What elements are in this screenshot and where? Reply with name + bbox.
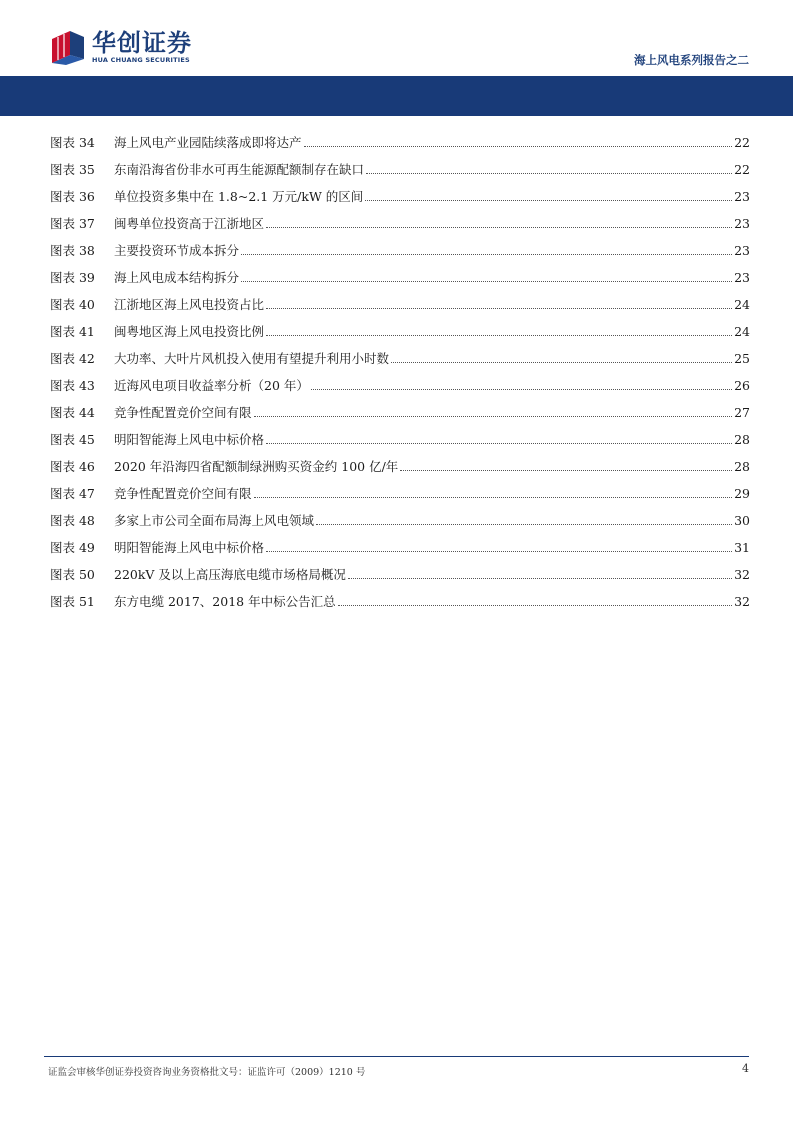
toc-entry-title: 明阳智能海上风电中标价格 bbox=[114, 432, 265, 447]
toc-entry-label: 图表 46 bbox=[50, 459, 95, 474]
toc-entry-page: 30 bbox=[734, 513, 750, 528]
logo-chinese-name: 华创证券 bbox=[92, 28, 192, 57]
toc-entry-page: 32 bbox=[734, 567, 750, 582]
page-number: 4 bbox=[742, 1062, 749, 1075]
toc-entry-page: 22 bbox=[734, 162, 750, 177]
footer-divider bbox=[44, 1056, 749, 1057]
toc-entry-page: 23 bbox=[734, 243, 750, 258]
toc-dot-leader bbox=[365, 199, 732, 201]
toc-dot-leader bbox=[348, 577, 732, 579]
toc-entry[interactable] bbox=[50, 395, 750, 422]
toc-dot-leader bbox=[266, 307, 732, 309]
toc-entry-title: 东南沿海省份非水可再生能源配额制存在缺口 bbox=[114, 162, 365, 177]
toc-dot-leader bbox=[366, 172, 732, 174]
toc-entry[interactable] bbox=[50, 530, 750, 557]
toc-entry-title: 多家上市公司全面布局海上风电领域 bbox=[114, 513, 315, 528]
toc-entry-label: 图表 36 bbox=[50, 189, 95, 204]
toc-entry-title: 海上风电产业园陆续落成即将达产 bbox=[114, 135, 302, 150]
toc-dot-leader bbox=[338, 604, 733, 606]
toc-entry-label: 图表 35 bbox=[50, 162, 95, 177]
figure-list bbox=[50, 125, 750, 611]
toc-dot-leader bbox=[304, 145, 733, 147]
toc-entry-label: 图表 38 bbox=[50, 243, 95, 258]
toc-entry-label: 图表 41 bbox=[50, 324, 95, 339]
toc-entry-page: 23 bbox=[734, 270, 750, 285]
toc-entry-label: 图表 44 bbox=[50, 405, 95, 420]
toc-entry-title: 2020 年沿海四省配额制绿洲购买资金约 100 亿/年 bbox=[114, 459, 399, 474]
toc-entry-title: 竞争性配置竞价空间有限 bbox=[114, 405, 252, 420]
header-bar bbox=[0, 76, 793, 116]
toc-dot-leader bbox=[316, 523, 732, 525]
toc-entry[interactable] bbox=[50, 179, 750, 206]
toc-entry-label: 图表 48 bbox=[50, 513, 95, 528]
toc-dot-leader bbox=[266, 334, 732, 336]
toc-entry-title: 大功率、大叶片风机投入使用有望提升利用小时数 bbox=[114, 351, 390, 366]
toc-dot-leader bbox=[266, 550, 732, 552]
toc-entry-label: 图表 42 bbox=[50, 351, 95, 366]
toc-entry-page: 31 bbox=[734, 540, 750, 555]
toc-entry-label: 图表 51 bbox=[50, 594, 95, 609]
toc-entry-title: 近海风电项目收益率分析（20 年） bbox=[114, 378, 309, 393]
toc-entry[interactable] bbox=[50, 584, 750, 611]
toc-dot-leader bbox=[241, 280, 732, 282]
toc-entry-label: 图表 43 bbox=[50, 378, 95, 393]
toc-entry-page: 24 bbox=[734, 297, 750, 312]
toc-entry[interactable] bbox=[50, 314, 750, 341]
toc-entry-title: 单位投资多集中在 1.8~2.1 万元/kW 的区间 bbox=[114, 189, 364, 204]
toc-entry-label: 图表 47 bbox=[50, 486, 95, 501]
toc-entry-title: 主要投资环节成本拆分 bbox=[114, 243, 240, 258]
logo-english-name: HUA CHUANG SECURITIES bbox=[92, 55, 190, 64]
toc-entry-page: 27 bbox=[734, 405, 750, 420]
toc-entry-page: 28 bbox=[734, 459, 750, 474]
toc-entry[interactable] bbox=[50, 341, 750, 368]
toc-dot-leader bbox=[266, 442, 732, 444]
toc-dot-leader bbox=[254, 415, 733, 417]
toc-entry-page: 28 bbox=[734, 432, 750, 447]
toc-entry-title: 220kV 及以上高压海底电缆市场格局概况 bbox=[114, 567, 346, 582]
toc-entry[interactable] bbox=[50, 503, 750, 530]
toc-entry-label: 图表 39 bbox=[50, 270, 95, 285]
logo-icon bbox=[50, 29, 86, 65]
toc-entry-title: 闽粤地区海上风电投资比例 bbox=[114, 324, 265, 339]
toc-dot-leader bbox=[266, 226, 732, 228]
toc-entry-label: 图表 40 bbox=[50, 297, 95, 312]
toc-dot-leader bbox=[311, 388, 732, 390]
toc-entry[interactable] bbox=[50, 152, 750, 179]
toc-entry[interactable] bbox=[50, 422, 750, 449]
toc-entry[interactable] bbox=[50, 287, 750, 314]
toc-entry-label: 图表 50 bbox=[50, 567, 95, 582]
toc-dot-leader bbox=[391, 361, 732, 363]
toc-entry[interactable] bbox=[50, 233, 750, 260]
toc-entry[interactable] bbox=[50, 125, 750, 152]
toc-entry-title: 东方电缆 2017、2018 年中标公告汇总 bbox=[114, 594, 336, 609]
toc-entry[interactable] bbox=[50, 476, 750, 503]
toc-entry-label: 图表 37 bbox=[50, 216, 95, 231]
toc-entry[interactable] bbox=[50, 449, 750, 476]
toc-entry-label: 图表 34 bbox=[50, 135, 95, 150]
toc-entry[interactable] bbox=[50, 206, 750, 233]
toc-dot-leader bbox=[254, 496, 733, 498]
toc-entry-title: 海上风电成本结构拆分 bbox=[114, 270, 240, 285]
toc-entry-page: 22 bbox=[734, 135, 750, 150]
report-series-title: 海上风电系列报告之二 bbox=[634, 53, 749, 67]
toc-entry-title: 江浙地区海上风电投资占比 bbox=[114, 297, 265, 312]
toc-entry-page: 23 bbox=[734, 189, 750, 204]
toc-entry-page: 24 bbox=[734, 324, 750, 339]
toc-entry[interactable] bbox=[50, 260, 750, 287]
toc-entry-page: 32 bbox=[734, 594, 750, 609]
toc-entry-title: 闽粤单位投资高于江浙地区 bbox=[114, 216, 265, 231]
toc-entry-page: 26 bbox=[734, 378, 750, 393]
toc-entry-title: 明阳智能海上风电中标价格 bbox=[114, 540, 265, 555]
company-logo bbox=[50, 28, 192, 66]
toc-entry-page: 23 bbox=[734, 216, 750, 231]
toc-entry[interactable] bbox=[50, 368, 750, 395]
toc-entry-page: 29 bbox=[734, 486, 750, 501]
toc-entry-title: 竞争性配置竞价空间有限 bbox=[114, 486, 252, 501]
toc-entry[interactable] bbox=[50, 557, 750, 584]
footer-license-text: 证监会审核华创证券投资咨询业务资格批文号：证监许可（2009）1210 号 bbox=[48, 1067, 366, 1078]
toc-dot-leader bbox=[400, 469, 732, 471]
toc-dot-leader bbox=[241, 253, 732, 255]
toc-entry-page: 25 bbox=[734, 351, 750, 366]
toc-entry-label: 图表 45 bbox=[50, 432, 95, 447]
toc-entry-label: 图表 49 bbox=[50, 540, 95, 555]
